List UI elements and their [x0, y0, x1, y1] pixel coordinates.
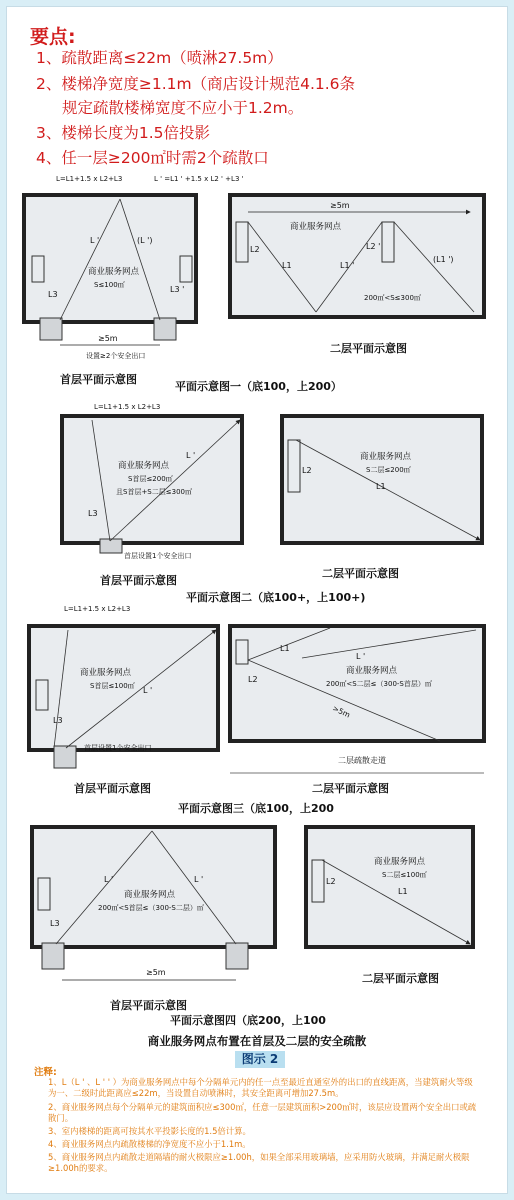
d3-label-Lp: L ' [356, 652, 366, 661]
d4-ground-width: ≥5m [146, 968, 166, 977]
d3-upper-caption: 二层平面示意图 [312, 782, 389, 795]
d1-label-L1: L1 [282, 261, 292, 270]
note-2: 2、商业服务网点每个分隔单元的建筑面积应≤300㎡，任意一层建筑面积>200㎡时，该层应设置两个安全出口或疏散门。 [48, 1102, 477, 1123]
d1-label-L3p: L3 ' [170, 285, 185, 294]
d4-label-L: L ' [104, 875, 114, 884]
d3-label-L3: L3 [53, 716, 63, 725]
d4-label-L3: L3 [50, 919, 60, 928]
key-point-2-cont: 规定疏散楼梯宽度不应小于1.2m。 [62, 99, 304, 117]
notes-title: 注释: [34, 1067, 57, 1078]
d3-formula: L=L1+1.5 x L2+L3 [64, 605, 131, 613]
d1-ground-area: S≤100㎡ [94, 281, 125, 289]
d3-label-L1: L1 [280, 644, 290, 653]
d1-upper-caption: 二层平面示意图 [330, 342, 407, 355]
d3-ground-area: S首层≤100㎡ [90, 682, 135, 690]
d2-formula: L=L1+1.5 x L2+L3 [94, 403, 161, 411]
d3-upper-area: 200㎡<S二层≤（300-S首层）㎡ [326, 680, 432, 688]
d1-formula-left: L=L1+1.5 x L2+L3 [56, 175, 123, 183]
d3-ground-caption: 首层平面示意图 [74, 782, 151, 795]
d4-label-L1: L1 [398, 887, 408, 896]
diagram4-upper-plan [306, 827, 473, 947]
d2-ground-area1: S首层≤200㎡ [128, 475, 173, 483]
diagram3-upper-plan [230, 626, 484, 773]
d1-label-L2p: L2 ' [366, 242, 381, 251]
d1-ground-exits: 设置≥2个安全出口 [86, 352, 146, 360]
d2-ground-area2: 且S首层+S二层≤300㎡ [116, 488, 192, 496]
d2-caption: 平面示意图二（底100+，上100+) [186, 591, 366, 604]
d4-ground-area: 200㎡<S首层≤（300-S二层）㎡ [98, 904, 204, 912]
d2-ground-room: 商业服务网点 [118, 461, 170, 471]
d1-upper-width: ≥5m [330, 201, 350, 210]
d1-ground-width: ≥5m [98, 334, 118, 343]
d3-label-L: L ' [143, 686, 153, 695]
d3-upper-corridor: 二层疏散走道 [338, 756, 386, 765]
key-point-1: 1、疏散距离≤22m（喷淋27.5m） [36, 49, 283, 67]
d4-upper-caption: 二层平面示意图 [362, 972, 439, 985]
d3-ground-room: 商业服务网点 [80, 668, 132, 678]
note-4: 4、商业服务网点内疏散楼梯的净宽度不应小于1.1m。 [48, 1139, 251, 1149]
main-caption: 商业服务网点布置在首层及二层的安全疏散 [147, 1034, 367, 1048]
d4-upper-room: 商业服务网点 [374, 857, 426, 867]
key-points-title: 要点: [30, 26, 76, 48]
d1-ground-caption: 首层平面示意图 [60, 373, 137, 386]
d2-upper-area: S二层≤200㎡ [366, 466, 411, 474]
diagram2-ground-plan [62, 416, 242, 553]
key-point-2: 2、楼梯净宽度≥1.1m（商店设计规范4.1.6条 [36, 75, 356, 93]
d4-upper-area: S二层≤100㎡ [382, 871, 427, 879]
d2-label-L3: L3 [88, 509, 98, 518]
diagram2-upper-plan [282, 416, 482, 543]
note-5: 5、商业服务网点内疏散走道隔墙的耐火极限应≥1.00h，如果全部采用玻璃墙，应采用防火玻璃，并满足耐火极限≥1.00h的要求。 [48, 1152, 470, 1173]
key-point-3: 3、楼梯长度为1.5倍投影 [36, 124, 211, 142]
figure-label: 图示 2 [235, 1051, 285, 1068]
d1-label-L1p: L1 ' [340, 261, 355, 270]
d4-label-L2: L2 [326, 877, 336, 886]
d4-caption: 平面示意图四（底200，上100 [170, 1014, 326, 1027]
d1-label-L1paren: (L1 ') [433, 255, 454, 264]
d2-upper-room: 商业服务网点 [360, 452, 412, 462]
d3-ground-exit: 首层设置1个安全出口 [84, 744, 152, 752]
d3-label-L2: L2 [248, 675, 258, 684]
d4-label-Lp: L ' [194, 875, 204, 884]
d1-upper-area: 200㎡<S≤300㎡ [364, 294, 421, 302]
d2-label-L1: L1 [376, 482, 386, 491]
d3-caption: 平面示意图三（底100，上200 [178, 802, 334, 815]
d3-upper-room: 商业服务网点 [346, 666, 398, 676]
note-1: 1、L（L ' 、L ' ' ）为商业服务网点中每个分隔单元内的任一点至最近直通室外的出口的直线距离，当建筑耐火等级为一、二级时此距离应≤22m，当设置自动喷淋时，其安全距离可增加27.5m。 [48, 1077, 473, 1098]
d1-caption: 平面示意图一（底100，上200） [175, 380, 342, 393]
d1-formula-right: L ' =L1 ' +1.5 x L2 ' +L3 ' [154, 175, 244, 183]
d1-label-L: L ' [90, 236, 100, 245]
d1-label-L2: L2 [250, 245, 260, 254]
key-point-4: 4、任一层≥200㎡时需2个疏散口 [36, 149, 269, 167]
d2-upper-caption: 二层平面示意图 [322, 567, 399, 580]
d1-label-Lparen: (L ') [137, 236, 153, 245]
d1-upper-room: 商业服务网点 [290, 222, 342, 232]
d2-label-L: L ' [186, 451, 196, 460]
d2-label-L2: L2 [302, 466, 312, 475]
d4-ground-room: 商业服务网点 [124, 890, 176, 900]
d2-ground-exit: 首层设置1个安全出口 [124, 552, 192, 560]
d3-upper-width: >5m [331, 703, 352, 720]
d1-label-L3: L3 [48, 290, 58, 299]
d4-ground-caption: 首层平面示意图 [110, 999, 187, 1012]
d1-ground-room: 商业服务网点 [88, 267, 140, 277]
note-3: 3、室内楼梯的距离可按其水平投影长度的1.5倍计算。 [48, 1126, 251, 1136]
d2-ground-caption: 首层平面示意图 [100, 574, 177, 587]
